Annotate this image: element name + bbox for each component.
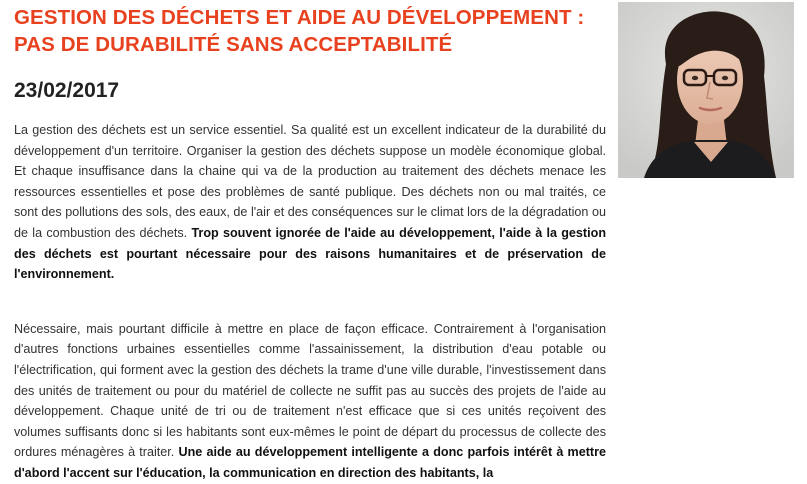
paragraph-text: Nécessaire, mais pourtant difficile à mettre en place de façon efficace. Contrairement à l'organisation d'autres fonctions urbaines essentielles comme l'assainissement, la distribution d'eau potable ou l'électrification, qui forment avec la gestion des déchets la trame d'une ville durable, l'investissement dans des unités de traitement ou pour du matériel de collecte ne suffit pas au succès des projets de l'aide au développement. Chaque unité de tri ou de traitement n'est efficace que si ces unités reçoivent des volumes suffisants donc si les habitants sont eux-mêmes le point de départ du processus de collecte des ordures ménagères à traiter. (14, 321, 606, 460)
author-portrait (618, 2, 794, 178)
article (14, 4, 606, 484)
article-title: GESTION DES DÉCHETS ET AIDE AU DÉVELOPPEMENT : PAS DE DURABILITÉ SANS ACCEPTABILITÉ (14, 6, 585, 56)
paragraph-bold-text: Une aide au développement intelligente a donc parfois intérêt à mettre d'abord l'accent sur l'éducation, la communication en direction des habitants, la (14, 445, 607, 480)
article-date: 23/02/2017 (14, 79, 120, 102)
article-paragraph (14, 120, 606, 285)
article-paragraph (14, 319, 606, 484)
paragraph-bold-text: Trop souvent ignorée de l'aide au développement, l'aide à la gestion des déchets est pourtant nécessaire pour des raisons humanitaires et de préservation de l'environnement. (14, 225, 607, 282)
portrait-photo-icon (618, 2, 794, 178)
paragraph-text: La gestion des déchets est un service essentiel. Sa qualité est un excellent indicateur de la durabilité du développement d'un territoire. Organiser la gestion des déchets suppose un modèle économique global. Et chaque insuffisance dans la chaine qui va de la production au traitement des déchets menace les ressources essentielles et pose des problèmes de santé publique. Des déchets non ou mal traités, ce sont des pollutions des sols, des eaux, de l'air et des conséquences sur le climat lors de la dégradation ou de la combustion des déchets. (14, 123, 606, 240)
